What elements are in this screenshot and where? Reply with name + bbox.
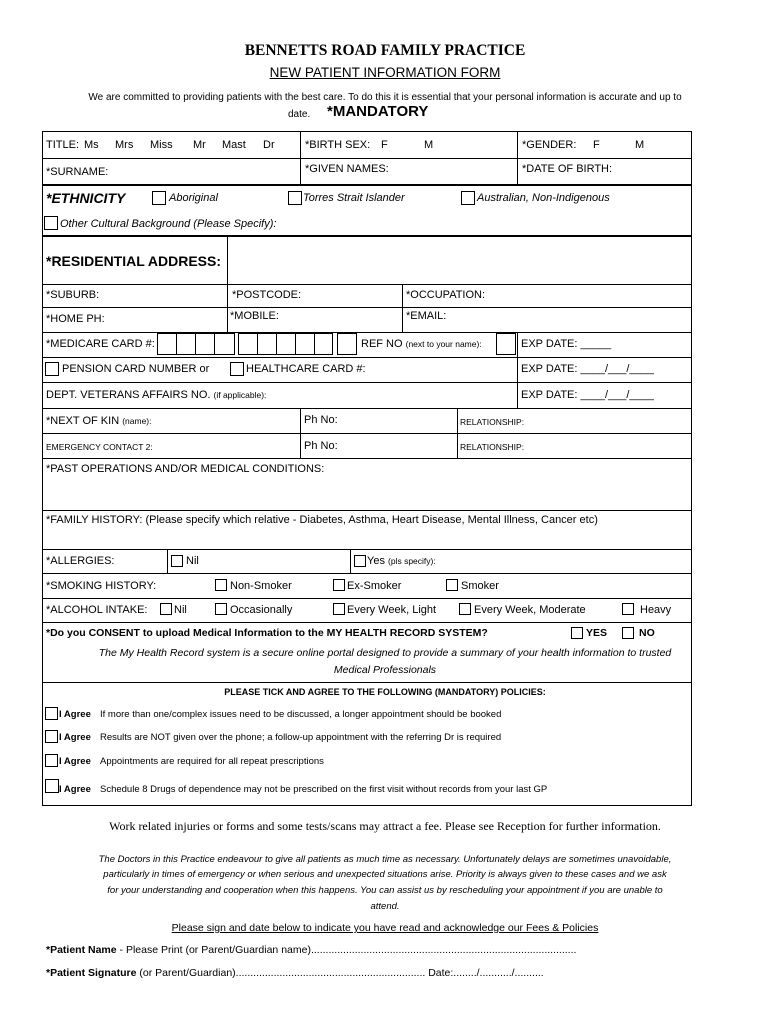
- allergies-yes-note: (pls specify):: [388, 556, 436, 566]
- policy-3-checkbox[interactable]: [45, 754, 58, 767]
- occupation-field[interactable]: *OCCUPATION:: [406, 289, 486, 301]
- title-label: TITLE:: [46, 139, 80, 151]
- allergies-yes-text: Yes: [367, 555, 385, 567]
- other-background-label: Other Cultural Background (Please Specify):: [60, 218, 277, 230]
- home-phone-field[interactable]: *HOME PH:: [46, 313, 105, 325]
- consent-yes-label: YES: [586, 627, 608, 639]
- email-field[interactable]: *EMAIL:: [406, 310, 447, 322]
- kin-phone-field[interactable]: Ph No:: [304, 414, 338, 426]
- emergency-relationship-field[interactable]: RELATIONSHIP:: [460, 442, 525, 452]
- policy-2-checkbox[interactable]: [45, 730, 58, 743]
- alcohol-moderate-label: Every Week, Moderate: [474, 604, 586, 616]
- healthcare-card-label: HEALTHCARE CARD #:: [246, 363, 366, 375]
- australian-non-indigenous-checkbox[interactable]: [461, 191, 475, 205]
- ref-no-label: [361, 338, 482, 351]
- birth-sex-f[interactable]: F: [381, 139, 388, 151]
- other-background-checkbox[interactable]: [44, 216, 58, 230]
- past-operations-field[interactable]: *PAST OPERATIONS AND/OR MEDICAL CONDITIONS:: [46, 463, 325, 475]
- policy-4-agree: I Agree: [59, 784, 91, 795]
- consent-no-label: NO: [639, 627, 655, 639]
- dva-exp-date[interactable]: EXP DATE: ____/___/____: [521, 389, 654, 401]
- policy-1-text: If more than one/complex issues need to be discussed, a longer appointment should be booked: [100, 709, 502, 720]
- policy-3-text: Appointments are required for all repeat prescriptions: [100, 756, 324, 767]
- alcohol-light-checkbox[interactable]: [333, 603, 345, 615]
- surname-field[interactable]: *SURNAME:: [46, 166, 109, 178]
- ex-smoker-checkbox[interactable]: [333, 579, 345, 591]
- postcode-field[interactable]: *POSTCODE:: [232, 289, 302, 301]
- sign-heading: Please sign and date below to indicate you have read and acknowledge our Fees & Policies: [171, 922, 599, 934]
- family-history-field[interactable]: [46, 514, 598, 527]
- smoker-checkbox[interactable]: [446, 579, 458, 591]
- policy-2-text: Results are NOT given over the phone; a follow-up appointment with the referring Dr is required: [100, 732, 502, 743]
- torres-strait-label: Torres Strait Islander: [303, 192, 405, 204]
- title-option-mr[interactable]: Mr: [193, 139, 206, 151]
- patient-signature-field[interactable]: [46, 967, 544, 980]
- title-option-mrs[interactable]: Mrs: [115, 139, 134, 151]
- policy-1-checkbox[interactable]: [45, 707, 58, 720]
- fees-notice: Work related injuries or forms and some tests/scans may attract a fee. Please see Reception for further information.: [109, 819, 661, 833]
- form-title: NEW PATIENT INFORMATION FORM: [269, 65, 501, 80]
- ex-smoker-label: Ex-Smoker: [347, 580, 402, 592]
- title-option-dr[interactable]: Dr: [263, 139, 275, 151]
- alcohol-nil-checkbox[interactable]: [160, 603, 172, 615]
- pension-card-label: PENSION CARD NUMBER or: [62, 363, 210, 375]
- intro-line-2: date.: [288, 109, 311, 120]
- next-of-kin-text: *NEXT OF KIN: [46, 415, 120, 427]
- consent-yes-checkbox[interactable]: [571, 627, 583, 639]
- emergency-contact-field[interactable]: EMERGENCY CONTACT 2:: [46, 442, 153, 452]
- policy-2-agree: I Agree: [59, 732, 91, 743]
- patient-signature-line: (or Parent/Guardian)................................................................. Date:......../.........../..........: [139, 967, 544, 979]
- policy-3-agree: I Agree: [59, 756, 91, 767]
- title-option-ms[interactable]: Ms: [84, 139, 99, 151]
- emergency-phone-field[interactable]: Ph No:: [304, 440, 338, 452]
- delays-line-4: attend.: [370, 901, 400, 912]
- title-option-mast[interactable]: Mast: [222, 139, 246, 151]
- alcohol-light-label: Every Week, Light: [347, 604, 437, 616]
- kin-relationship-field[interactable]: RELATIONSHIP:: [460, 417, 525, 427]
- consent-note-line-2: Medical Professionals: [333, 664, 437, 676]
- policy-4-checkbox[interactable]: [45, 779, 59, 793]
- consent-no-checkbox[interactable]: [622, 627, 634, 639]
- torres-strait-checkbox[interactable]: [288, 191, 302, 205]
- non-smoker-label: Non-Smoker: [230, 580, 292, 592]
- alcohol-occasionally-checkbox[interactable]: [215, 603, 227, 615]
- patient-name-field[interactable]: [46, 944, 576, 957]
- title-option-miss[interactable]: Miss: [150, 139, 173, 151]
- alcohol-label: *ALCOHOL INTAKE:: [46, 604, 148, 616]
- ref-no-box[interactable]: [496, 333, 516, 355]
- non-smoker-checkbox[interactable]: [215, 579, 227, 591]
- allergies-label: *ALLERGIES:: [46, 555, 115, 567]
- consent-question: *Do you CONSENT to upload Medical Information to the MY HEALTH RECORD SYSTEM?: [46, 627, 488, 639]
- policy-4-text: Schedule 8 Drugs of dependence may not be prescribed on the first visit without records from your last GP: [100, 784, 548, 795]
- dva-note: (if applicable):: [213, 390, 267, 400]
- allergies-nil-label: Nil: [186, 555, 199, 567]
- gender-label: *GENDER:: [522, 139, 577, 151]
- consent-note-line-1: The My Health Record system is a secure online portal designed to provide a summary of your health information to trusted: [98, 647, 672, 659]
- practice-name: BENNETTS ROAD FAMILY PRACTICE: [244, 42, 526, 59]
- patient-name-label: *Patient Name: [46, 944, 117, 956]
- mobile-field[interactable]: *MOBILE:: [230, 310, 279, 322]
- smoking-label: *SMOKING HISTORY:: [46, 580, 157, 592]
- policy-1-agree: I Agree: [59, 709, 91, 720]
- ethnicity-label: *ETHNICITY: [46, 190, 126, 206]
- alcohol-heavy-label: Heavy: [640, 604, 672, 616]
- dva-text: DEPT. VETERANS AFFAIRS NO.: [46, 389, 211, 401]
- intro-line-1: We are committed to providing patients with the best care. To do this it is essential that your personal information is accurate and up to: [88, 92, 682, 103]
- aboriginal-checkbox[interactable]: [152, 191, 166, 205]
- delays-line-2: particularly in times of emergency or when serious and unexpected situations arise. Priority is always given to these cases and we ask: [103, 869, 667, 880]
- pension-exp-date[interactable]: EXP DATE: ____/___/____: [521, 363, 654, 375]
- date-of-birth-field[interactable]: *DATE OF BIRTH:: [522, 163, 613, 175]
- residential-address-label: *RESIDENTIAL ADDRESS:: [46, 253, 222, 269]
- gender-m[interactable]: M: [635, 139, 645, 151]
- allergies-yes-label: [367, 555, 436, 568]
- suburb-field[interactable]: *SUBURB:: [46, 289, 100, 301]
- medicare-number-boxes[interactable]: [157, 333, 357, 355]
- family-history-label: *FAMILY HISTORY:: [46, 514, 143, 526]
- mandatory-label: *MANDATORY: [327, 103, 429, 120]
- alcohol-occasionally-label: Occasionally: [230, 604, 293, 616]
- birth-sex-label: *BIRTH SEX:: [305, 139, 371, 151]
- alcohol-heavy-checkbox[interactable]: [622, 603, 634, 615]
- alcohol-moderate-checkbox[interactable]: [459, 603, 471, 615]
- australian-non-indigenous-label: Australian, Non-Indigenous: [477, 192, 610, 204]
- medicare-label: *MEDICARE CARD #:: [46, 338, 155, 350]
- delays-line-1: The Doctors in this Practice endeavour to give all patients as much time as necessary. Unfortunately delays are sometimes unavoidable,: [98, 854, 672, 865]
- patient-signature-label: *Patient Signature: [46, 967, 137, 979]
- ref-no-text: REF NO: [361, 338, 403, 350]
- given-names-field[interactable]: *GIVEN NAMES:: [305, 163, 389, 175]
- birth-sex-m[interactable]: M: [424, 139, 434, 151]
- delays-line-3: for your understanding and cooperation when this happens. You can assist us by rescheduling your appointment if you are unable to: [107, 885, 663, 896]
- allergies-yes-checkbox[interactable]: [354, 555, 366, 567]
- pension-card-checkbox[interactable]: [45, 362, 59, 376]
- healthcare-card-checkbox[interactable]: [230, 362, 244, 376]
- residential-address-input[interactable]: [229, 237, 690, 283]
- dva-label: [46, 389, 266, 402]
- medicare-exp-date[interactable]: EXP DATE: _____: [521, 338, 612, 350]
- gender-f[interactable]: F: [593, 139, 600, 151]
- family-history-note: (Please specify which relative - Diabetes, Asthma, Heart Disease, Mental Illness, Cancer etc): [145, 514, 598, 526]
- patient-name-line: - Please Print (or Parent/Guardian name)...........................................................................................: [119, 944, 577, 956]
- next-of-kin-label[interactable]: [46, 415, 152, 428]
- allergies-nil-checkbox[interactable]: [171, 555, 183, 567]
- alcohol-nil-label: Nil: [174, 604, 187, 616]
- policies-heading: PLEASE TICK AND AGREE TO THE FOLLOWING (MANDATORY) POLICIES:: [224, 687, 546, 697]
- smoker-label: Smoker: [461, 580, 499, 592]
- ref-no-note: (next to your name):: [405, 339, 482, 349]
- next-of-kin-note: (name):: [122, 416, 152, 426]
- aboriginal-label: Aboriginal: [169, 192, 218, 204]
